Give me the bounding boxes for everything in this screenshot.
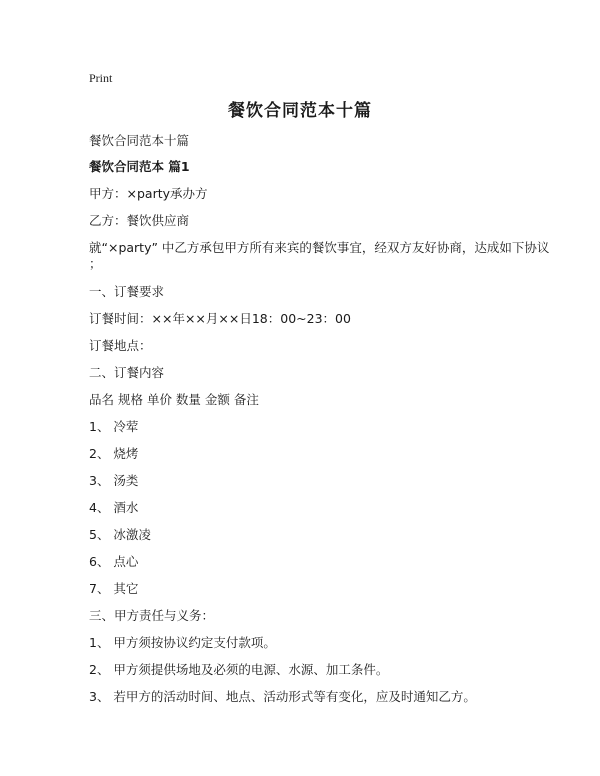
order-time-line: 订餐时间：××年××月××日18：00~23：00 bbox=[89, 311, 351, 326]
document-title: 餐饮合同范本十篇 bbox=[228, 101, 372, 121]
list-item: 7、 其它 bbox=[89, 581, 139, 596]
party-a-line: 甲方：×party承办方 bbox=[89, 186, 208, 201]
agreement-paragraph-continuation: ； bbox=[89, 256, 102, 271]
order-place-line: 订餐地点： bbox=[89, 338, 152, 353]
print-label: Print bbox=[89, 71, 113, 85]
clause-heading: 三、甲方责任与义务： bbox=[89, 608, 215, 623]
list-item: 3、 若甲方的活动时间、地点、活动形式等有变化，应及时通知乙方。 bbox=[89, 689, 476, 704]
party-b-line: 乙方：餐饮供应商 bbox=[89, 213, 190, 228]
clause-heading: 一、订餐要求 bbox=[89, 284, 165, 299]
clause-heading: 二、订餐内容 bbox=[89, 365, 165, 380]
list-item: 1、 甲方须按协议约定支付款项。 bbox=[89, 635, 276, 650]
list-item: 4、 酒水 bbox=[89, 500, 139, 515]
subtitle-line: 餐饮合同范本十篇 bbox=[89, 133, 190, 148]
section-heading: 餐饮合同范本 篇1 bbox=[89, 159, 190, 174]
list-item: 2、 烧烤 bbox=[89, 446, 139, 461]
agreement-paragraph: 就“×party” 中乙方承包甲方所有来宾的餐饮事宜，经双方友好协商，达成如下协议 bbox=[89, 240, 550, 255]
list-item: 5、 冰激凌 bbox=[89, 527, 151, 542]
list-item: 3、 汤类 bbox=[89, 473, 139, 488]
list-item: 2、 甲方须提供场地及必须的电源、水源、加工条件。 bbox=[89, 662, 389, 677]
list-item: 6、 点心 bbox=[89, 554, 139, 569]
list-item: 1、 冷荤 bbox=[89, 419, 139, 434]
table-header-line: 品名 规格 单价 数量 金额 备注 bbox=[89, 392, 259, 407]
